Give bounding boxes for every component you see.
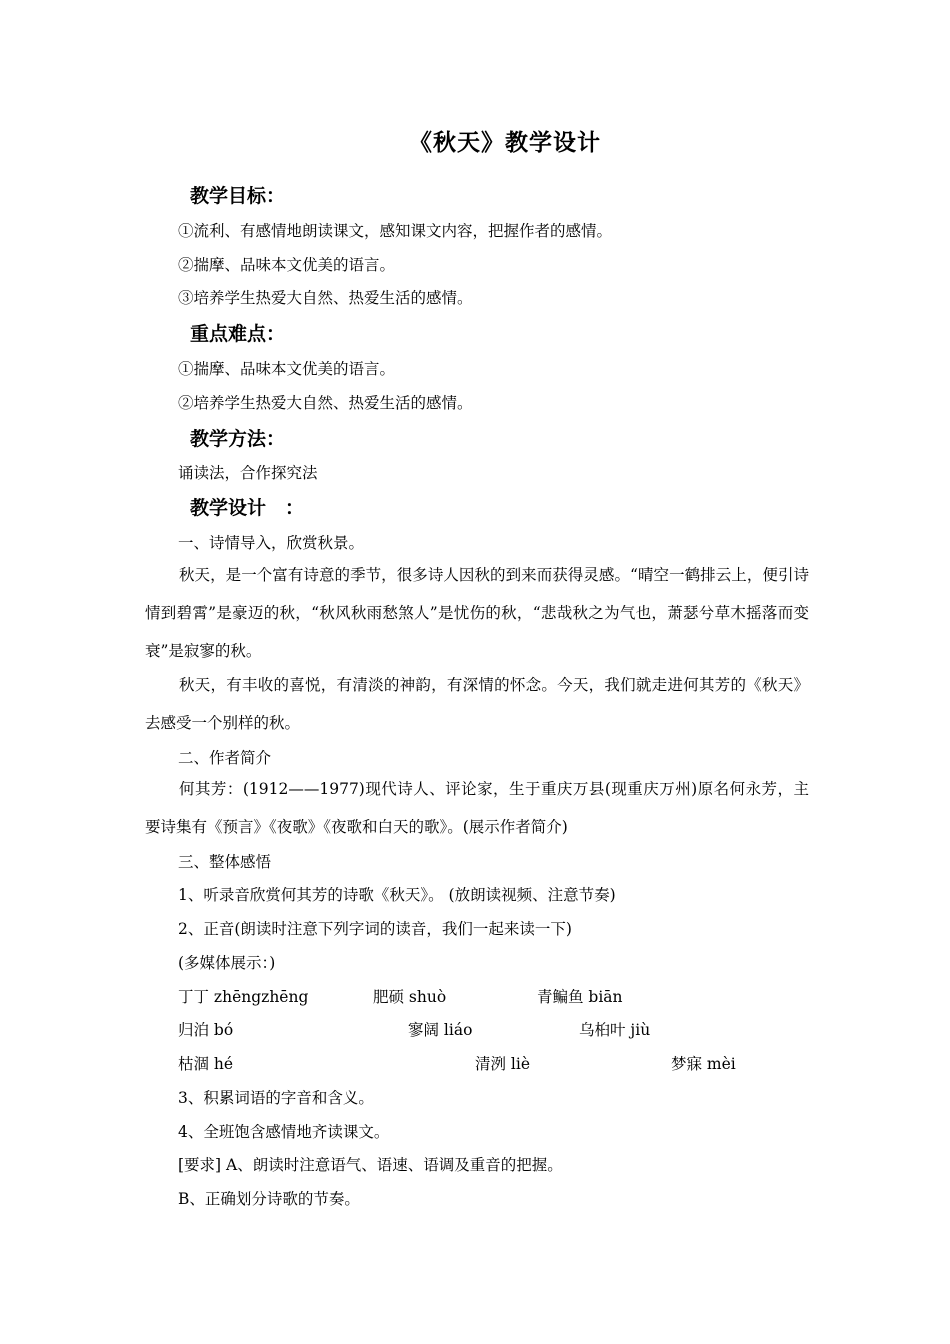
methods-heading: 教学方法： bbox=[190, 428, 286, 450]
objective-item-1: ①流利、有感情地朗读课文，感知课文内容，把握作者的感情。 bbox=[178, 222, 613, 240]
objective-item-3: ③培养学生热爱大自然、热爱生活的感情。 bbox=[178, 289, 473, 307]
step-1: 1、听录音欣赏何其芳的诗歌《秋天》。 (放朗读视频、注意节奏) bbox=[178, 886, 616, 904]
vocab-item: 归泊 bó bbox=[178, 1021, 234, 1039]
part2-title: 二、作者简介 bbox=[178, 749, 272, 767]
part1-title: 一、诗情导入，欣赏秋景。 bbox=[178, 534, 365, 552]
part1-paragraph-1: 秋天，是一个富有诗意的季节，很多诗人因秋的到来而获得灵感。“晴空一鹤排云上，便引诗情到碧霄”是豪迈的秋，“秋风秋雨愁煞人”是忧伤的秋，“悲哉秋之为气也，萧瑟兮草木摇落而变衰”是寂寥的秋。 bbox=[145, 566, 809, 660]
vocab-item: 寥阔 liáo bbox=[408, 1021, 473, 1039]
objectives-heading: 教学目标： bbox=[190, 185, 286, 207]
part2-paragraph: 何其芳：(1912——1977)现代诗人、评论家，生于重庆万县(现重庆万州)原名何永芳，主要诗集有《预言》《夜歌》《夜歌和白天的歌》。(展示作者简介) bbox=[145, 780, 809, 836]
part1-paragraph-2: 秋天，有丰收的喜悦，有清淡的神韵，有深情的怀念。今天，我们就走进何其芳的《秋天》去感受一个别样的秋。 bbox=[145, 676, 809, 732]
vocab-item: 肥硕 shuò bbox=[373, 988, 447, 1006]
design-heading: 教学设计 ： bbox=[190, 497, 305, 519]
objective-item-2: ②揣摩、品味本文优美的语言。 bbox=[178, 256, 396, 274]
page-title: 《秋天》教学设计 bbox=[409, 130, 601, 156]
methods-text: 诵读法，合作探究法 bbox=[178, 464, 318, 482]
vocab-item: 清洌 liè bbox=[475, 1055, 531, 1073]
key-point-item-2: ②培养学生热爱大自然、热爱生活的感情。 bbox=[178, 394, 473, 412]
key-point-item-1: ①揣摩、品味本文优美的语言。 bbox=[178, 360, 396, 378]
part3-title: 三、整体感悟 bbox=[178, 853, 272, 871]
step-2: 2、正音(朗读时注意下列字词的读音，我们一起来读一下) bbox=[178, 920, 572, 938]
vocab-item: 梦寐 mèi bbox=[671, 1055, 736, 1073]
requirement-a: [要求] A、朗读时注意语气、语速、语调及重音的把握。 bbox=[178, 1156, 563, 1174]
step-4: 4、全班饱含感情地齐读课文。 bbox=[178, 1123, 390, 1141]
vocab-item: 乌桕叶 jiù bbox=[579, 1021, 651, 1039]
requirement-b: B、正确划分诗歌的节奏。 bbox=[178, 1190, 360, 1208]
multimedia-label: (多媒体展示：) bbox=[178, 954, 276, 972]
vocab-item: 青鳊鱼 biān bbox=[537, 988, 623, 1006]
step-3: 3、积累词语的字音和含义。 bbox=[178, 1089, 374, 1107]
vocab-item: 丁丁 zhēngzhēng bbox=[178, 988, 309, 1006]
vocab-item: 枯涸 hé bbox=[178, 1055, 234, 1073]
key-points-heading: 重点难点： bbox=[190, 323, 286, 345]
